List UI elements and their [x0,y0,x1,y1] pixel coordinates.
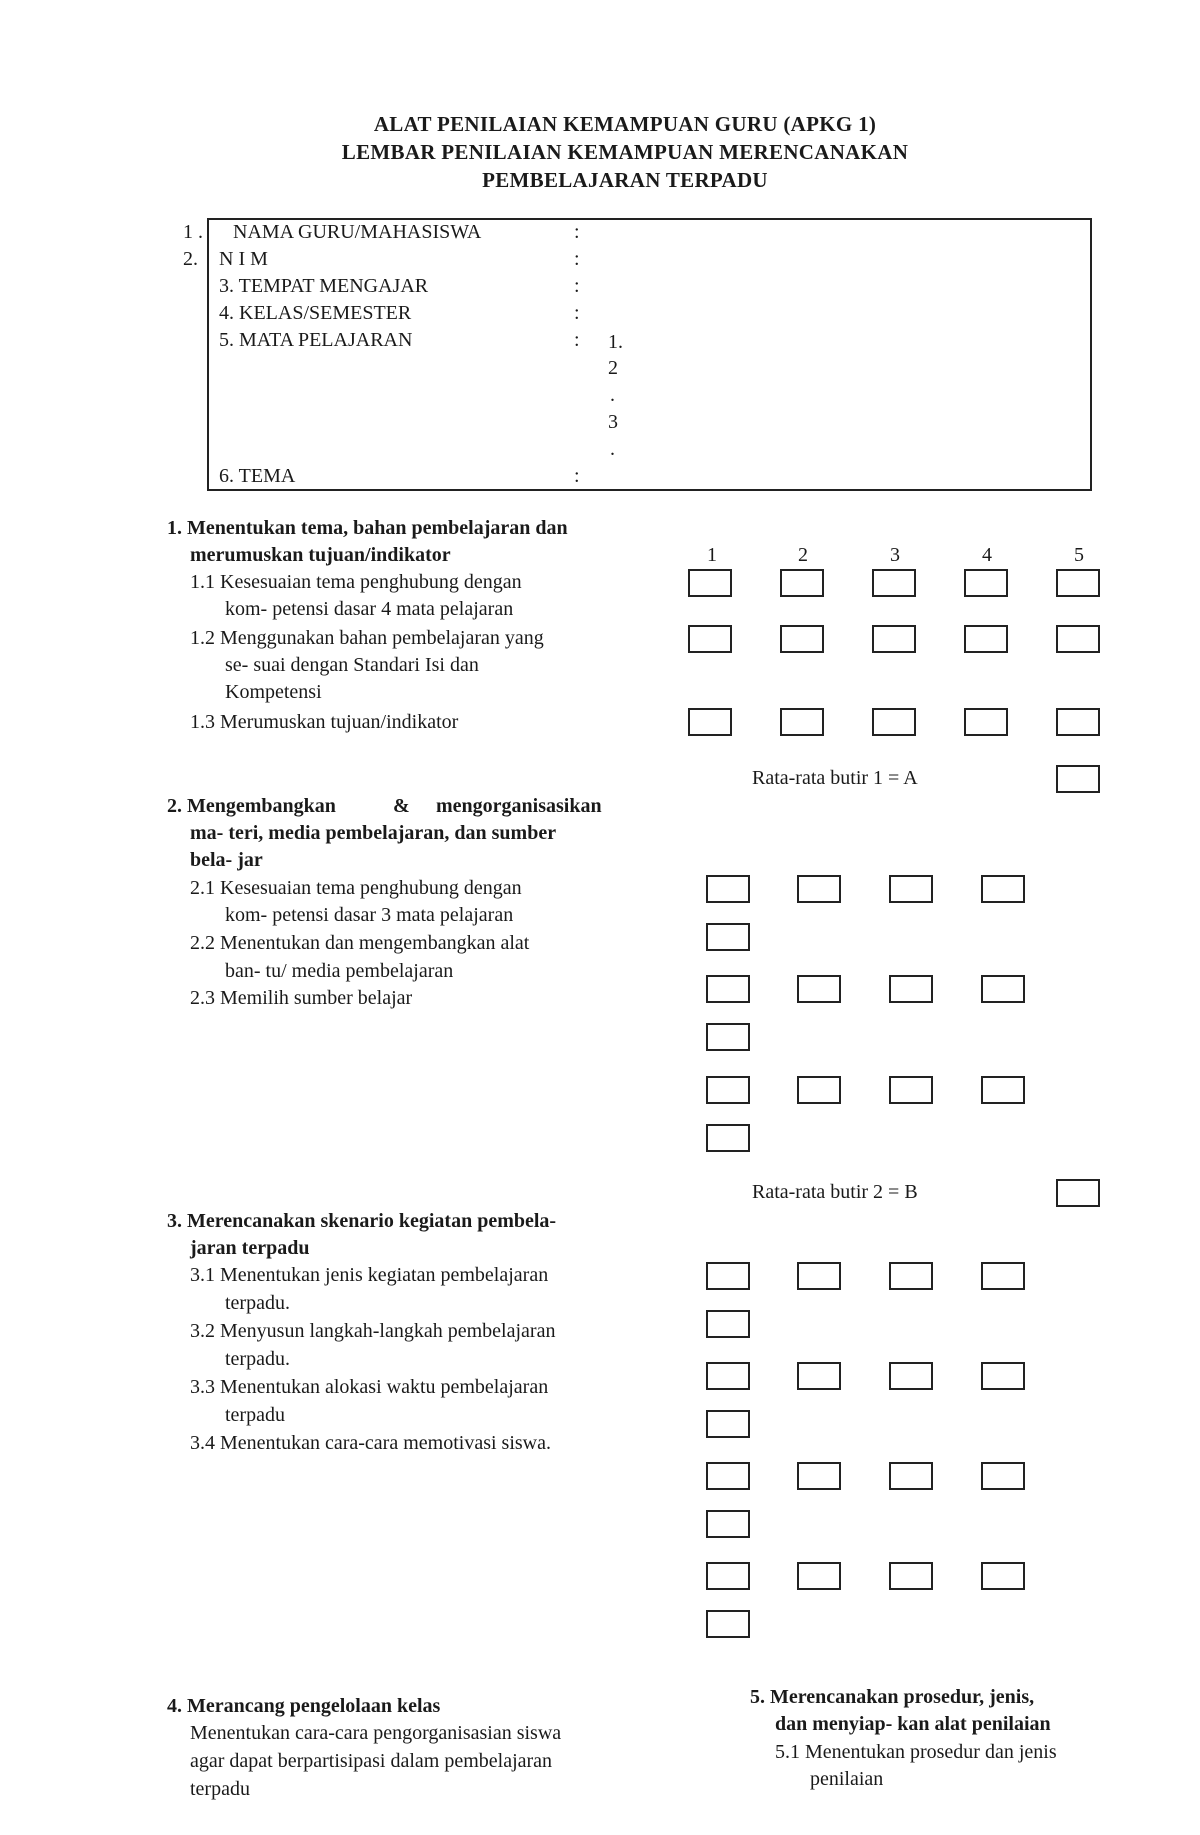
score-box-3-3-4[interactable] [981,1462,1025,1490]
score-box-3-3-1[interactable] [706,1462,750,1490]
item-1-1-cont: kom- petensi dasar 4 mata pelajaran [225,598,514,620]
field-kelas-semester: 4. KELAS/SEMESTER [219,302,412,324]
section-3-heading-cont: jaran terpadu [190,1237,310,1259]
item-2-3: 2.3 Memilih sumber belajar [190,987,413,1009]
item-2-1: 2.1 Kesesuaian tema penghubung dengan [190,877,522,899]
score-box-2-1-4[interactable] [981,875,1025,903]
item-3-3-cont: terpadu [225,1404,285,1426]
score-box-2-3-5[interactable] [706,1124,750,1152]
item-3-1: 3.1 Menentukan jenis kegiatan pembelajaran [190,1264,549,1286]
score-box-3-2-2[interactable] [797,1362,841,1390]
score-box-3-1-5[interactable] [706,1310,750,1338]
mata-pelajaran-2-dot: . [610,384,615,406]
item-2-1-cont: kom- petensi dasar 3 mata pelajaran [225,904,514,926]
item-2-2: 2.2 Menentukan dan mengembangkan alat [190,932,530,954]
identity-box [207,218,1092,491]
section-1-heading-cont: merumuskan tujuan/indikator [190,544,451,566]
score-box-1-3-2[interactable] [780,708,824,736]
score-box-3-2-4[interactable] [981,1362,1025,1390]
score-box-2-2-1[interactable] [706,975,750,1003]
scale-label-4: 4 [982,544,992,566]
average-box-b[interactable] [1056,1179,1100,1207]
score-box-1-2-4[interactable] [964,625,1008,653]
item-1-2-cont: se- suai dengan Standari Isi dan [225,654,479,676]
score-box-3-4-1[interactable] [706,1562,750,1590]
field-nim: N I M [219,248,268,270]
score-box-2-1-3[interactable] [889,875,933,903]
item-3-1-cont: terpadu. [225,1292,290,1314]
form-subtitle: LEMBAR PENILAIAN KEMAMPUAN MERENCANAKAN [341,140,909,164]
score-box-1-2-1[interactable] [688,625,732,653]
score-box-1-1-1[interactable] [688,569,732,597]
scale-label-2: 2 [798,544,808,566]
score-box-3-1-2[interactable] [797,1262,841,1290]
score-box-2-1-5[interactable] [706,923,750,951]
score-box-2-1-1[interactable] [706,875,750,903]
mata-pelajaran-1: 1. [608,331,623,353]
score-box-1-1-3[interactable] [872,569,916,597]
scale-label-1: 1 [707,544,717,566]
score-box-1-2-2[interactable] [780,625,824,653]
mata-pelajaran-3-dot: . [610,438,615,460]
score-box-3-4-5[interactable] [706,1610,750,1638]
score-box-3-3-3[interactable] [889,1462,933,1490]
section-4-line-2: agar dapat berpartisipasi dalam pembelajaran [190,1750,553,1772]
section-2-heading-cont-2: bela- jar [190,849,263,871]
item-1-1: 1.1 Kesesuaian tema penghubung dengan [190,571,522,593]
field-tempat-mengajar: 3. TEMPAT MENGAJAR [219,275,429,297]
item-2-2-cont: ban- tu/ media pembelajaran [225,960,454,982]
item-5-1: 5.1 Menentukan prosedur dan jenis [775,1741,1057,1763]
average-label-b: Rata-rata butir 2 = B [752,1181,918,1203]
score-box-1-2-5[interactable] [1056,625,1100,653]
item-3-4: 3.4 Menentukan cara-cara memotivasi siswa. [190,1432,551,1454]
score-box-1-1-5[interactable] [1056,569,1100,597]
section-1-heading: 1. Menentukan tema, bahan pembelajaran dan [167,517,568,539]
score-box-1-3-3[interactable] [872,708,916,736]
score-box-2-2-2[interactable] [797,975,841,1003]
item-1-2: 1.2 Menggunakan bahan pembelajaran yang [190,627,544,649]
scale-label-3: 3 [890,544,900,566]
section-2-heading-amp: & [393,795,410,817]
score-box-3-3-5[interactable] [706,1510,750,1538]
colon: : [574,302,580,324]
item-3-2-cont: terpadu. [225,1348,290,1370]
score-box-2-2-4[interactable] [981,975,1025,1003]
score-box-3-4-3[interactable] [889,1562,933,1590]
score-box-2-1-2[interactable] [797,875,841,903]
item-5-1-cont: penilaian [810,1768,884,1790]
colon: : [574,275,580,297]
field-nama-guru: NAMA GURU/MAHASISWA [233,221,482,243]
score-box-3-2-3[interactable] [889,1362,933,1390]
identity-number-1: 1 . [183,221,203,243]
average-label-a: Rata-rata butir 1 = A [752,767,918,789]
section-5-heading-cont: dan menyiap- kan alat penilaian [775,1713,1051,1735]
score-box-3-1-3[interactable] [889,1262,933,1290]
section-2-heading-word: mengorganisasikan [436,795,602,817]
score-box-2-2-5[interactable] [706,1023,750,1051]
item-1-3: 1.3 Merumuskan tujuan/indikator [190,711,459,733]
score-box-1-2-3[interactable] [872,625,916,653]
score-box-3-4-2[interactable] [797,1562,841,1590]
score-box-3-2-1[interactable] [706,1362,750,1390]
section-3-heading: 3. Merencanakan skenario kegiatan pembela- [167,1210,557,1232]
section-4-line-1: Menentukan cara-cara pengorganisasian siswa [190,1722,562,1744]
score-box-1-3-5[interactable] [1056,708,1100,736]
score-box-1-1-2[interactable] [780,569,824,597]
colon: : [574,329,580,351]
average-box-a[interactable] [1056,765,1100,793]
section-4-line-3: terpadu [190,1778,250,1800]
colon: : [574,465,580,487]
field-mata-pelajaran: 5. MATA PELAJARAN [219,329,413,351]
score-box-1-3-4[interactable] [964,708,1008,736]
score-box-3-1-1[interactable] [706,1262,750,1290]
score-box-3-4-4[interactable] [981,1562,1025,1590]
item-3-2: 3.2 Menyusun langkah-langkah pembelajaran [190,1320,556,1342]
score-box-3-3-2[interactable] [797,1462,841,1490]
section-5-heading: 5. Merencanakan prosedur, jenis, [750,1686,1035,1708]
section-2-heading: 2. Mengembangkan [167,795,336,817]
score-box-2-3-3[interactable] [889,1076,933,1104]
section-2-heading-cont: ma- teri, media pembelajaran, dan sumber [190,822,557,844]
mata-pelajaran-3: 3 [608,411,618,433]
form-subtitle-2: PEMBELAJARAN TERPADU [482,168,768,192]
field-tema: 6. TEMA [219,465,296,487]
item-3-3: 3.3 Menentukan alokasi waktu pembelajaran [190,1376,549,1398]
form-title: ALAT PENILAIAN KEMAMPUAN GURU (APKG 1) [373,112,877,136]
scale-label-5: 5 [1074,544,1084,566]
score-box-1-1-4[interactable] [964,569,1008,597]
colon: : [574,248,580,270]
section-4-heading: 4. Merancang pengelolaan kelas [167,1695,441,1717]
score-box-2-3-4[interactable] [981,1076,1025,1104]
score-box-3-2-5[interactable] [706,1410,750,1438]
score-box-2-3-2[interactable] [797,1076,841,1104]
score-box-3-1-4[interactable] [981,1262,1025,1290]
score-box-1-3-1[interactable] [688,708,732,736]
score-box-2-3-1[interactable] [706,1076,750,1104]
identity-number-2: 2. [183,248,198,270]
score-box-2-2-3[interactable] [889,975,933,1003]
item-1-2-cont-2: Kompetensi [225,681,322,703]
colon: : [574,221,580,243]
mata-pelajaran-2: 2 [608,357,618,379]
